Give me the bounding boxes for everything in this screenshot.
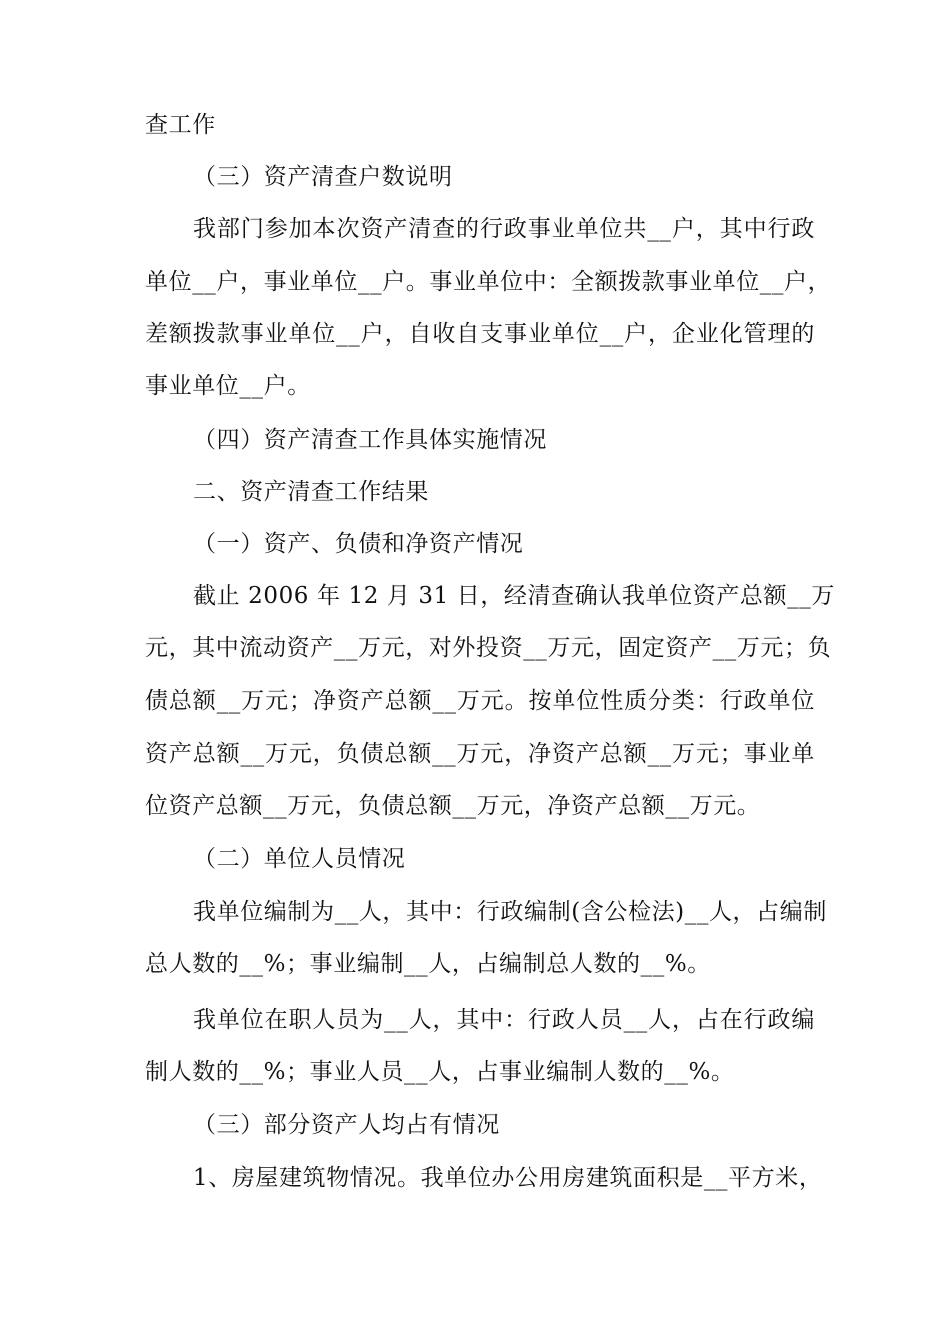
paragraph-line: 我单位在职人员为__人，其中：行政人员__人，占在行政编 xyxy=(193,1007,815,1033)
paragraph-line: 总人数的__%；事业编制__人，占编制总人数的__%。 xyxy=(145,951,711,977)
section-heading: （三）资产清查户数说明 xyxy=(193,164,453,190)
paragraph-line: 元，其中流动资产__万元，对外投资__万元，固定资产__万元；负 xyxy=(145,635,832,661)
paragraph-line: 单位__户，事业单位__户。事业单位中：全额拨款事业单位__户， xyxy=(145,269,832,295)
paragraph-line: 位资产总额__万元，负债总额__万元，净资产总额__万元。 xyxy=(145,793,761,819)
paragraph-line: 我部门参加本次资产清查的行政事业单位共__户，其中行政 xyxy=(193,216,815,242)
paragraph-line: 我单位编制为__人，其中：行政编制(含公检法)__人，占编制 xyxy=(193,899,827,925)
section-heading: （二）单位人员情况 xyxy=(193,846,406,872)
paragraph-line: 截止 2006 年 12 月 31 日，经清查确认我单位资产总额__万 xyxy=(193,583,835,609)
section-heading: （一）资产、负债和净资产情况 xyxy=(193,531,524,557)
paragraph-line: 查工作 xyxy=(145,112,216,138)
section-heading: （四）资产清查工作具体实施情况 xyxy=(193,427,547,453)
paragraph-line: 事业单位__户。 xyxy=(145,373,311,399)
paragraph-line: 债总额__万元；净资产总额__万元。按单位性质分类：行政单位 xyxy=(145,688,815,714)
section-heading: 二、资产清查工作结果 xyxy=(193,479,429,505)
paragraph-line: 1、房屋建筑物情况。我单位办公用房建筑面积是__平方米， xyxy=(193,1165,823,1191)
paragraph-line: 资产总额__万元，负债总额__万元，净资产总额__万元；事业单 xyxy=(145,741,815,767)
section-heading: （三）部分资产人均占有情况 xyxy=(193,1112,500,1138)
paragraph-line: 差额拨款事业单位__户，自收自支事业单位__户，企业化管理的 xyxy=(145,321,815,347)
paragraph-line: 制人数的__%；事业人员__人，占事业编制人数的__%。 xyxy=(145,1059,735,1085)
